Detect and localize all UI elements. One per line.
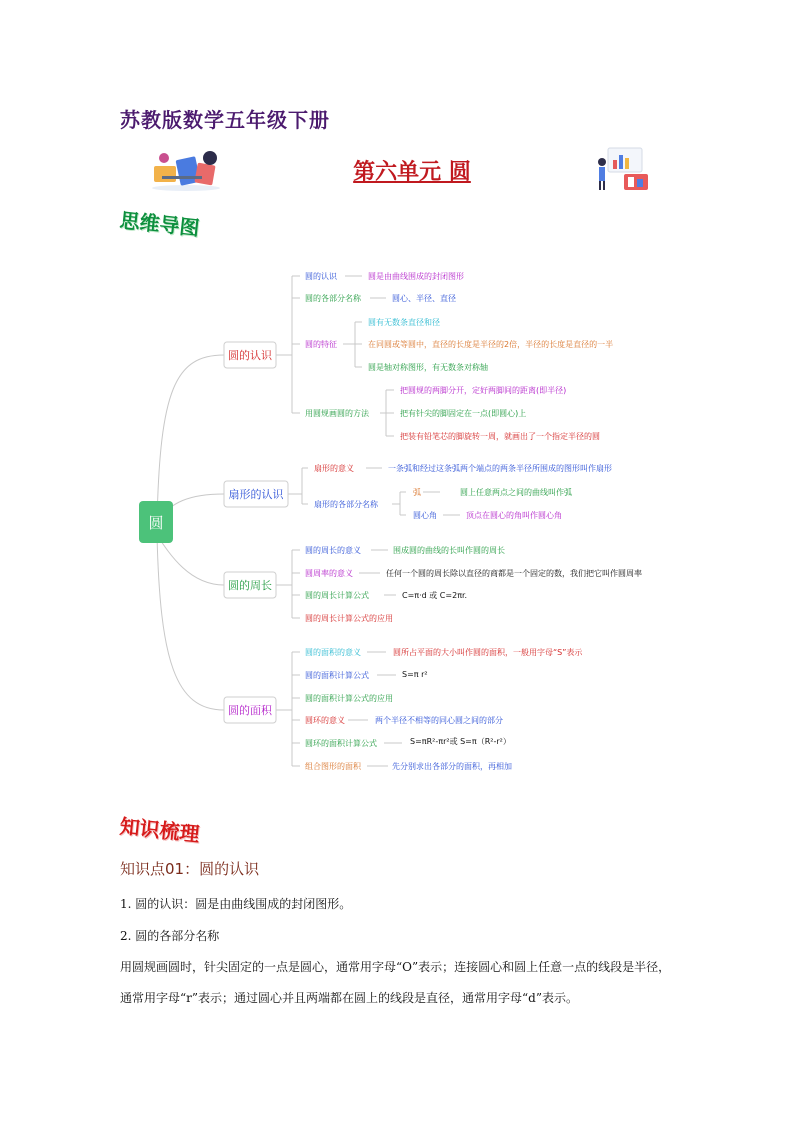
branch-label-circle: 圆的认识 (228, 349, 272, 362)
detail-compass-2: 把有针尖的脚固定在一点(即圆心)上 (400, 409, 527, 418)
detail-feature-2: 在同圆或等圆中，直径的长度是半径的2倍，半径的长度是直径的一半 (368, 340, 614, 349)
topic-area-definition: 圆的面积的意义 (305, 648, 361, 657)
detail-annulus-definition: 两个半径不相等的同心圆之间的部分 (375, 716, 503, 725)
mindmap-heading: 思维导图 (118, 208, 201, 241)
detail-central-angle: 顶点在圆心的角叫作圆心角 (466, 511, 562, 520)
paragraph-4: 通常用字母“r”表示；通过圆心并且两端都在圆上的线段是直径，通常用字母“d”表示。 (120, 991, 578, 1005)
topic-perimeter-definition: 圆的周长的意义 (305, 546, 361, 555)
detail-arc: 圆上任意两点之间的曲线叫作弧 (460, 488, 572, 497)
sector-part-central-angle: 圆心角 (413, 511, 437, 520)
detail-area-definition: 圆所占平面的大小叫作圆的面积，一般用字母“S”表示 (393, 648, 583, 657)
detail-feature-1: 圆有无数条直径和径 (368, 318, 440, 327)
topic-perimeter-application: 圆的周长计算公式的应用 (305, 614, 393, 623)
detail-annulus-formula: S=πR²-πr²或 S=π（R²-r²） (410, 737, 511, 746)
topic-pi-definition: 圆周率的意义 (305, 569, 353, 578)
detail-compass-3: 把装有铅笔芯的脚旋转一周，就画出了一个指定半径的圆 (400, 432, 600, 441)
topic-annulus-formula: 圆环的面积计算公式 (305, 739, 377, 748)
topic-area-application: 圆的面积计算公式的应用 (305, 694, 393, 703)
topic-area-formula: 圆的面积计算公式 (305, 671, 369, 680)
paragraph-1: 1. 圆的认识：圆是由曲线围成的封闭图形。 (120, 897, 352, 911)
detail-feature-3: 圆是轴对称图形，有无数条对称轴 (368, 363, 488, 372)
sector-part-arc: 弧 (413, 488, 421, 497)
paragraph-3: 用圆规画圆时，针尖固定的一点是圆心，通常用字母“O”表示；连接圆心和圆上任意一点的线段是半径， (120, 960, 671, 974)
mindmap-root-label: 圆 (148, 514, 164, 532)
detail-composite-area: 先分别求出各部分的面积，再相加 (392, 762, 512, 771)
branch-label-perimeter: 圆的周长 (228, 579, 272, 592)
detail-circle-parts: 圆心、半径、直径 (392, 294, 456, 303)
knowledge-point-title: 知识点01：圆的认识 (120, 860, 260, 878)
topic-compass-method: 用圆规画圆的方法 (305, 409, 369, 418)
topic-sector-definition: 扇形的意义 (314, 464, 354, 473)
topic-perimeter-formula: 圆的周长计算公式 (305, 591, 369, 600)
detail-circle-definition: 圆是由曲线围成的封闭图形 (368, 272, 464, 281)
detail-perimeter-formula: C=π·d 或 C=2πr. (402, 591, 468, 600)
unit-title: 第六单元 圆 (353, 159, 471, 185)
knowledge-heading: 知识梳理 (118, 814, 201, 847)
detail-compass-1: 把圆规的两脚分开，定好两脚间的距离(即半径) (400, 386, 567, 395)
topic-sector-parts: 扇形的各部分名称 (314, 500, 378, 509)
topic-composite-area: 组合图形的面积 (305, 762, 361, 771)
topic-annulus-definition: 圆环的意义 (305, 716, 345, 725)
paragraph-2: 2. 圆的各部分名称 (120, 929, 220, 943)
detail-sector-definition: 一条弧和经过这条弧两个端点的两条半径所围成的图形叫作扇形 (388, 464, 612, 473)
topic-circle-features: 圆的特征 (305, 340, 337, 349)
detail-area-formula: S=π r² (402, 670, 428, 679)
book-title: 苏教版数学五年级下册 (120, 108, 330, 132)
topic-circle-definition: 圆的认识 (305, 272, 337, 281)
mindmap (0, 240, 794, 780)
detail-pi-definition: 任何一个圆的周长除以直径的商都是一个固定的数，我们把它叫作圆周率 (386, 569, 642, 578)
topic-circle-parts: 圆的各部分名称 (305, 294, 361, 303)
detail-perimeter-definition: 围成圆的曲线的长叫作圆的周长 (393, 546, 505, 555)
branch-label-sector: 扇形的认识 (228, 488, 284, 501)
branch-label-area: 圆的面积 (228, 704, 272, 717)
chart-presentation-illustration-icon (594, 146, 656, 192)
